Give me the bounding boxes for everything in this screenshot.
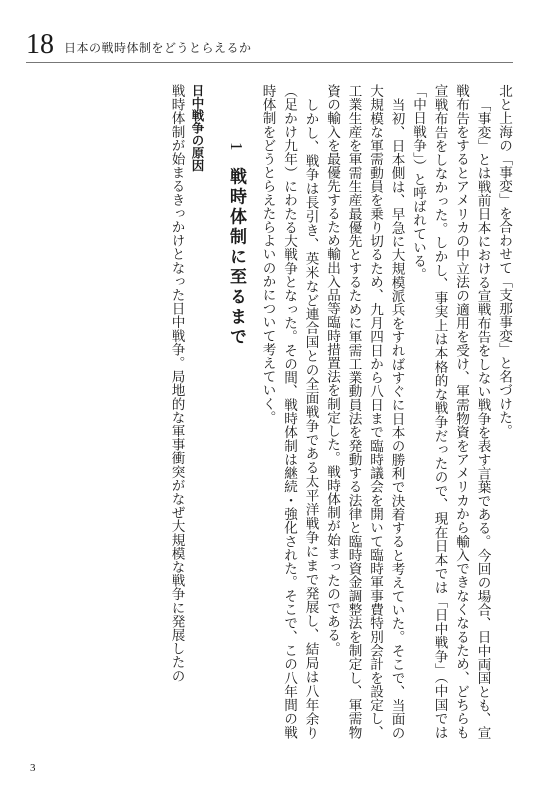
- section-heading: [216, 84, 256, 739]
- section-title: 戦時体制に至るまで: [226, 167, 246, 348]
- paragraph-4: しかし、戦争は長引き、英米など連合国との全面戦争である太平洋戦争にまで発展し、結局は八年余り（足かけ九年）にわたる大戦争となった。その間、戦時体制は継続・強化された。そこで、この八年間の戦時体制をどうとらえたらよいのかについて考えていく。: [259, 84, 319, 739]
- section-number: 1: [227, 142, 246, 154]
- subheading: 日中戦争の原因: [190, 84, 205, 172]
- paragraph-2: 「事変」とは戦前日本における宣戦布告をしない戦争を表す言葉である。今回の場合、日中両国とも、宣戦布告をするとアメリカの中立法の適用を受け、軍需物資をアメリカから輸入できなくなるため、どちらも宣戦布告をしなかった。しかし、事実上は本格的な戦争だったので、現在日本では「日中戦争」（中国では「中日戦争」）と呼ばれている。: [410, 84, 491, 739]
- running-header: [26, 22, 513, 63]
- paragraph-3: 当初、日本側は、早急に大規模派兵をすればすぐに日本の勝利で決着すると考えていた。そこで、当面の大規模な軍需動員を乗り切るため、九月四日から八日まで臨時議会を開いて臨時軍事費特別会計を設定し、工業生産を軍需生産最優先とするために軍需工業動員法を発動する法律と臨時資金調整法を制定し、軍需物資の輸入を最優先するため輸出入品等臨時措置法を制定した。戦時体制が始まったのである。: [324, 84, 405, 739]
- page-number: 18: [26, 29, 54, 60]
- folio-number: 3: [30, 762, 36, 774]
- paragraph-5: 戦時体制が始まるきっかけとなった日中戦争。局地的な軍事衝突がなぜ大規模な戦争に発展したの: [168, 84, 185, 683]
- vertical-body-text: [48, 84, 514, 739]
- paragraph-1: 北と上海の「事変」を合わせて「支那事変」と名づけた。: [496, 84, 512, 438]
- running-title: 日本の戦時体制をどうとらえるか: [64, 41, 252, 55]
